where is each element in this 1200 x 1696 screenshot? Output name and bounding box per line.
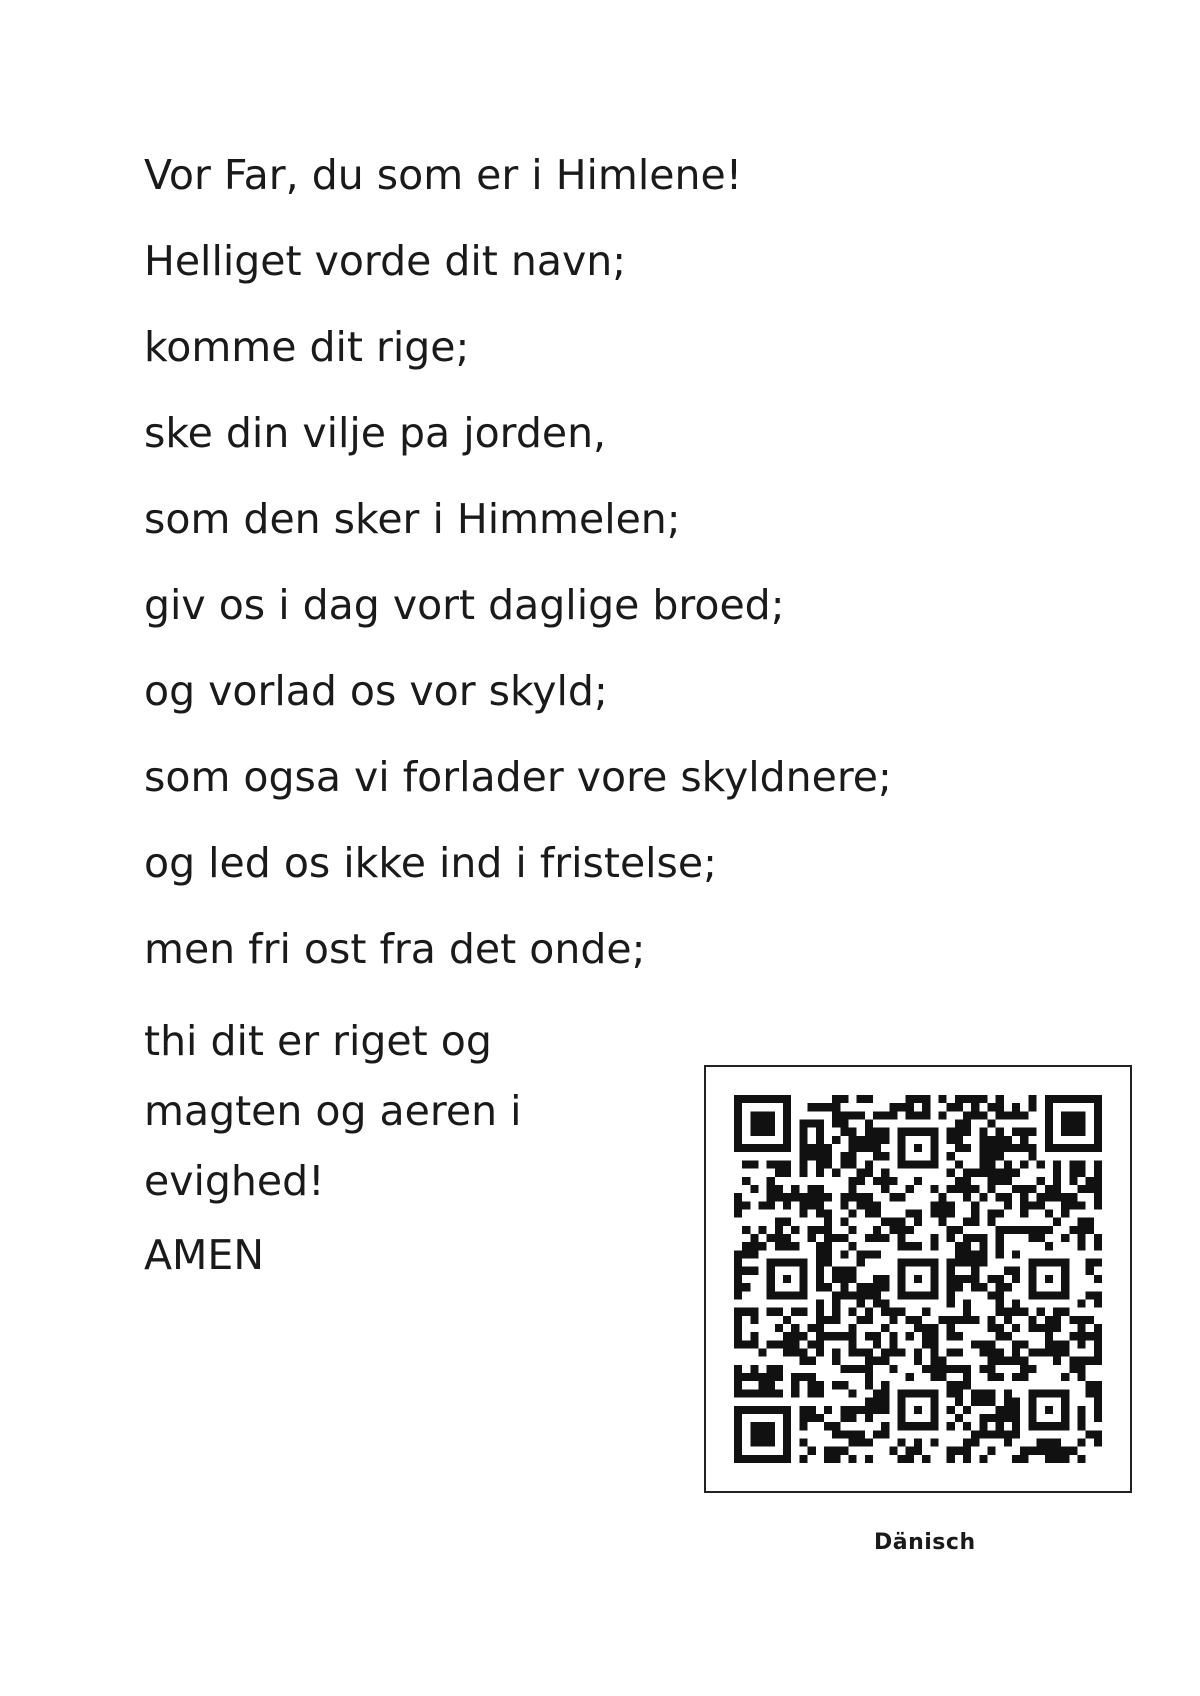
- amen-text: AMEN: [144, 1231, 264, 1279]
- closing-line: magten og aeren i: [144, 1087, 522, 1135]
- closing-line: evighed!: [144, 1157, 325, 1205]
- prayer-line: men fri ost fra det onde;: [144, 925, 646, 973]
- prayer-line: Helliget vorde dit navn;: [144, 237, 627, 285]
- prayer-line: som den sker i Himmelen;: [144, 495, 681, 543]
- language-caption: Dänisch: [874, 1530, 976, 1555]
- prayer-line: komme dit rige;: [144, 323, 470, 371]
- prayer-line: og vorlad os vor skyld;: [144, 667, 608, 715]
- qr-code-frame: [704, 1065, 1132, 1493]
- prayer-closing: [144, 1006, 644, 1216]
- prayer-line: giv os i dag vort daglige broed;: [144, 581, 785, 629]
- prayer-line: ske din vilje pa jorden,: [144, 409, 607, 457]
- closing-line: thi dit er riget og: [144, 1017, 492, 1065]
- prayer-line: og led os ikke ind i fristelse;: [144, 839, 717, 887]
- prayer-line: Vor Far, du som er i Himlene!: [144, 151, 743, 199]
- prayer-text: [144, 150, 1044, 1010]
- qr-code-icon: [734, 1095, 1102, 1463]
- prayer-line: som ogsa vi forlader vore skyldnere;: [144, 753, 892, 801]
